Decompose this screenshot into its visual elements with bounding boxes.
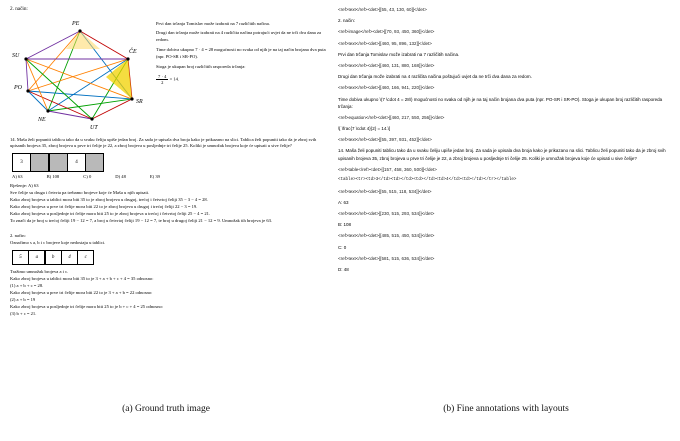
option-b: B) 108 bbox=[46, 174, 60, 180]
doc-heading-2-nacin: 2. način: bbox=[10, 6, 28, 12]
task-2-text: Označimo s a, b i c brojeve koje nedostaju u tablici. bbox=[10, 240, 106, 246]
table-cell bbox=[30, 153, 49, 172]
annotation-body: D: 48 bbox=[338, 267, 349, 273]
annotation-tag: <ref>text</ref><det>[[581, 515, 636, 534]]</det> bbox=[338, 255, 435, 261]
annotation-list bbox=[338, 6, 674, 273]
svg-text:SU: SU bbox=[12, 52, 20, 59]
star-explanation-text bbox=[156, 15, 326, 88]
annotation-tag: <ref>text</ref><det>[[460, 131, 880, 168]]</det> bbox=[338, 62, 435, 68]
number-table-2 bbox=[12, 250, 326, 265]
fraction-numerator: 7 · 4 bbox=[158, 73, 167, 79]
option-e: E) 39 bbox=[149, 174, 160, 180]
annotation-tag: <ref>text</ref><det>[[460, 95, 896, 132]]</det> bbox=[338, 40, 432, 46]
closing-line: Kako zbroj brojeva u tablici mora biti 35 to je 3 + a + b + c + 4 = 35 odnosno: bbox=[10, 276, 154, 282]
ground-truth-panel bbox=[0, 0, 332, 400]
svg-text:ČE: ČE bbox=[129, 48, 137, 55]
task-14-block bbox=[10, 137, 326, 151]
annotation-tag: <ref>image</ref><det>[[70, 93, 450, 360]]</det> bbox=[338, 29, 435, 35]
star-line-2: Drugi dan trčanja može izabrati na 4 različita načina potrajući uvjet da ne trči dva dana za redom. bbox=[156, 30, 322, 43]
table-cell: b bbox=[45, 250, 62, 265]
annotation-tag: <ref>text</ref><det>[[55, 43, 130, 60]]</det> bbox=[338, 7, 427, 12]
svg-text:NE: NE bbox=[38, 116, 46, 123]
annotation-body: \[ \frac{7 \cdot 4}{2} = 14.\] bbox=[338, 126, 391, 132]
table-cell: a bbox=[28, 250, 45, 265]
annotation-tag: <ref>text</ref><det>[[230, 515, 293, 534]]</det> bbox=[338, 211, 435, 217]
svg-text:PE: PE bbox=[72, 20, 80, 27]
task-2-heading: 2. način: bbox=[10, 233, 26, 239]
annotation-body: 2. način: bbox=[338, 18, 356, 24]
table-cell: 5 bbox=[12, 250, 29, 265]
table-cell: 3 bbox=[12, 153, 31, 172]
task-2-block bbox=[10, 233, 326, 247]
option-d: D) 48 bbox=[115, 174, 126, 180]
figure-captions bbox=[0, 400, 680, 441]
svg-text:UT: UT bbox=[90, 124, 98, 131]
table-cell: c bbox=[77, 250, 94, 265]
solution-heading: Rješenje: A) 63 bbox=[10, 183, 39, 189]
closing-line: (2) a + b = 19 bbox=[10, 297, 36, 303]
solution-line: To znači da je broj u trećoj čeliji 19 − 12 = 7, a broj u četvrtoj čeliji 19 − 12 = 7, te broj u drugoj čeliji 21 − 12 = 9. Umnožak tih brojeva je 63. bbox=[10, 218, 273, 224]
solution-line: Kako zbroj brojeva u posljednje tri čelije mora biti 25 to je zbroj brojeva u trećoj i četvrtoj čeliji 25 − 4 = 21. bbox=[10, 211, 211, 217]
answer-options-1 bbox=[12, 174, 326, 179]
solution-line: Sve čelije su druga i četvrta pa trebamo brojeve koje će Maša u njih upisati. bbox=[10, 190, 150, 196]
fraction-result: = 14. bbox=[169, 76, 180, 82]
annotation-tag: <ref>equation</ref><det>[[460, 217, 550, 256]]</det> bbox=[338, 114, 445, 120]
closing-line: (3) b + c = 21. bbox=[10, 311, 37, 316]
number-table-1 bbox=[12, 153, 326, 172]
five-pointed-star-graph-icon bbox=[10, 15, 150, 133]
spacer bbox=[10, 225, 326, 229]
star-line-3: Time dobiva ukupno 7 · 4 = 28 mogućnosti no svaka od njih je na taj način brojana dva puta (npr. PO-SR i SR-PO). bbox=[156, 47, 326, 60]
fraction-display bbox=[156, 74, 168, 85]
annotation-tag: <ref>text</ref><det>[[460, 166, 941, 220]]</det> bbox=[338, 85, 435, 91]
annotation-tag: <ref>text</ref><det>[[55, 397, 931, 452]]</det> bbox=[338, 137, 432, 143]
closing-line: Tražimo umnožak brojeva a i c. bbox=[10, 269, 69, 275]
option-a: A) 63 bbox=[12, 174, 23, 180]
annotation-body: B: 108 bbox=[338, 222, 352, 228]
solution-line: Kako zbroj brojeva u tablici mora biti 35 to je zbroj brojeva u drugoj, trećoj i četvrtoj čeliji 35 − 3 − 4 = 28. bbox=[10, 197, 208, 203]
closing-block bbox=[10, 269, 326, 318]
task-14-text bbox=[10, 137, 326, 151]
annotation-body: Time dobiva ukupno \(7 \cdot 4 = 28\) mogućnosti no svaka od njih je na taj način brojana dva puta (npr. PO-SR i SR-PO). Stoga je ukupan broj različitih rasporeda trčanja: bbox=[338, 96, 663, 109]
closing-line: Kako zbroj brojeva u prve tri čelije mora biti 22 to je 3 + a + b = 22 odnosno: bbox=[10, 290, 153, 296]
annotation-body: C: 0 bbox=[338, 244, 347, 250]
solution-line: Kako zbroj brojeva u prve tri čelije mora biti 22 to je zbroj brojeva u drugoj i trećoj čeliji 22 − 3 = 19. bbox=[10, 204, 198, 210]
svg-text:SR: SR bbox=[136, 98, 143, 105]
caption-a: (a) Ground truth image bbox=[122, 404, 210, 414]
annotation-tag: <ref>text</ref><det>[[485, 515, 450, 534]]</det> bbox=[338, 233, 435, 239]
fraction-denominator: 2 bbox=[161, 79, 164, 85]
star-line-1: Prvi dan trčanja Tomislav može izabrati na 7 različitih načina. bbox=[156, 20, 270, 26]
annotation-body: Prvi dan trčanja Tomislav može izabrati na 7 različitih načina. bbox=[338, 51, 460, 57]
annotation-body-table: <table><tr><td>3</td><td></td><td></td><td>4</td><td></td></tr></table> bbox=[338, 178, 517, 182]
closing-line: (1) a + b + c = 28. bbox=[10, 283, 44, 289]
table-cell: 4 bbox=[67, 153, 86, 172]
annotation-tag: <ref>text</ref><det>[[55, 515, 118, 534]]</det> bbox=[338, 188, 432, 194]
annotation-body: A: 63 bbox=[338, 199, 349, 205]
caption-b: (b) Fine annotations with layouts bbox=[443, 404, 569, 414]
star-diagram-row bbox=[10, 15, 326, 133]
option-c: C) 0 bbox=[83, 174, 92, 180]
task-14-body: Maša želi popuniti tablicu tako da u svaku čeliju upiše jedan broj. Za sada je upisala dva broja kako je prikazano na slici. Tablica želi popuniti tako da je zbroj svih upisanih brojeva 35, zbroj brojeva u prve tri čelije je 22, a zbroj brojeva u posljednje tri čelije 25. Koliki je umnožak brojeva koje će upisati u sive čelije? bbox=[10, 136, 317, 149]
table-cell: 4 bbox=[61, 250, 78, 265]
annotations-panel bbox=[332, 0, 680, 400]
svg-text:PO: PO bbox=[14, 84, 22, 91]
star-line-4: Stoga je ukupan broj različitih rasporeda trčanja: bbox=[156, 63, 246, 69]
annotation-tag: <ref>table</ref><det>[[157, 458, 360, 500]]</det> bbox=[338, 166, 437, 172]
annotation-body: Drugi dan trčanja može izabrati na 4 različita načina poštujući uvjet da ne trči dva dana za redom. bbox=[338, 74, 532, 80]
closing-line: Kako zbroj brojeva u posljednje tri čelije mora biti 25 to je b + c + 4 = 25 odnosno: bbox=[10, 304, 164, 310]
star-fraction bbox=[156, 74, 326, 85]
table-cell bbox=[49, 153, 68, 172]
annotation-body: 14. Maša želi popuniti tablicu tako da u svaku čeliju upiše jedan broj. Za sada je upisala dva broja kako je prikazano na slici. Tablicu želi popuniti tako da je zbroj svih upisanih brojeva 35, zbroj brojeva u prve tri čelije je 22, a zbroj brojeva u posljednje tri čelije 25. Koliki je umnožak brojeva koje će upisati u sive čelije? bbox=[338, 148, 666, 161]
table-cell bbox=[85, 153, 104, 172]
task-14-number: 14. bbox=[10, 136, 16, 142]
solution-block bbox=[10, 183, 326, 225]
